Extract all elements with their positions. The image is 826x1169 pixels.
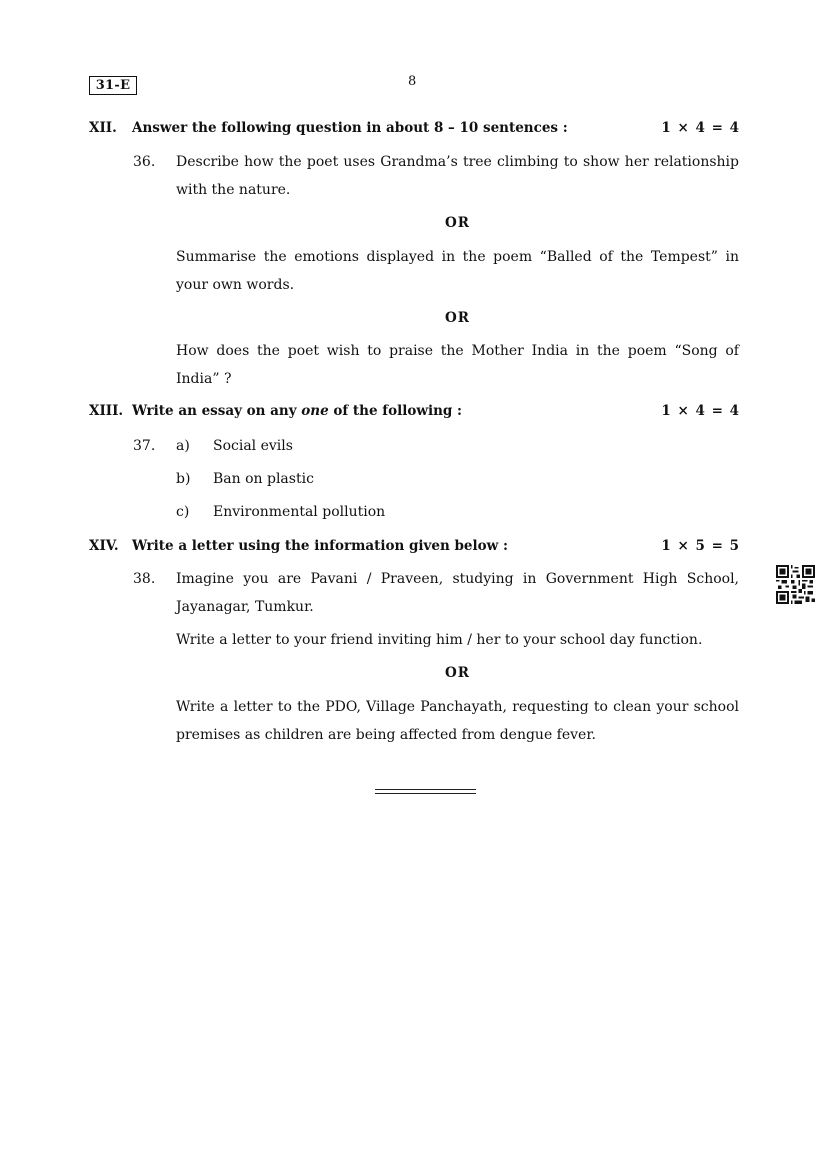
option-text: Ban on plastic xyxy=(213,471,314,487)
instruction-part: Write an essay on any xyxy=(132,403,302,419)
option-letter: c) xyxy=(176,504,190,520)
or-separator: OR xyxy=(445,215,470,231)
qr-code-icon xyxy=(776,565,815,604)
section-xiv-heading xyxy=(89,536,739,556)
question-text: Write a letter to your friend inviting him / her to your school day function. xyxy=(176,632,703,648)
section-marks: 1 × 4 = 4 xyxy=(661,120,739,136)
option-text: Environmental pollution xyxy=(213,504,386,520)
question-number: 36. xyxy=(133,154,156,170)
section-instruction xyxy=(132,401,462,421)
option-letter: b) xyxy=(176,471,191,487)
section-marks: 1 × 4 = 4 xyxy=(661,403,739,419)
section-xiii-heading xyxy=(89,401,739,421)
paper-code-box: 31-E xyxy=(89,76,137,95)
question-text: Describe how the poet uses Grandma’s tree climbing to show her relationship with the nature. xyxy=(176,154,739,198)
option-letter: a) xyxy=(176,438,190,454)
question-number: 38. xyxy=(133,571,156,587)
end-of-paper-rule xyxy=(375,789,476,794)
question-text: Summarise the emotions displayed in the poem “Balled of the Tempest” in your own words. xyxy=(176,249,739,293)
section-roman-numeral: XIII. xyxy=(89,403,124,419)
section-xii-heading xyxy=(89,118,739,138)
or-separator: OR xyxy=(445,310,470,326)
instruction-part: of the following : xyxy=(328,403,463,419)
section-instruction: Write a letter using the information given below : xyxy=(132,538,508,554)
instruction-emphasis: one xyxy=(301,403,329,419)
section-roman-numeral: XII. xyxy=(89,120,117,136)
section-instruction: Answer the following question in about 8 – 10 sentences : xyxy=(132,120,568,136)
option-text: Social evils xyxy=(213,438,293,454)
section-marks: 1 × 5 = 5 xyxy=(661,538,739,554)
question-number: 37. xyxy=(133,438,156,454)
question-text: How does the poet wish to praise the Mother India in the poem “Song of India” ? xyxy=(176,343,739,387)
section-roman-numeral: XIV. xyxy=(89,538,119,554)
page-number: 8 xyxy=(408,74,417,89)
or-separator: OR xyxy=(445,665,470,681)
question-text: Imagine you are Pavani / Praveen, studying in Government High School, Jayanagar, Tumkur. xyxy=(176,571,739,615)
question-text: Write a letter to the PDO, Village Panchayath, requesting to clean your school premises as children are being affected from dengue fever. xyxy=(176,699,739,743)
